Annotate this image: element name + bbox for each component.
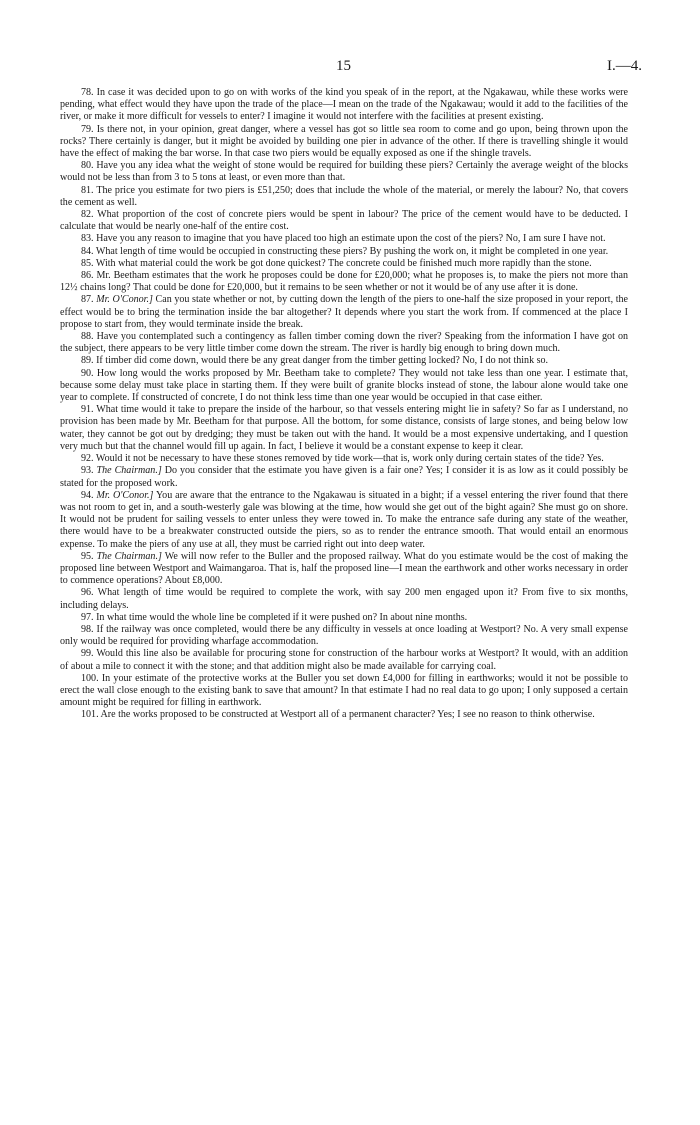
question-number: 95. [81,550,97,562]
speaker-name: Mr. O'Conor.] [96,294,153,306]
question-paragraph [60,209,628,233]
paragraph-text: 91. What time would it take to prepare the inside of the harbour, so that vessels entering might lie in safety? So far as I understand, no provision has been made by Mr. Beetham for that purpose. All the bottom, for some distance, consists of large stones, and being below low water, they cannot be got out by dredging; they must be taken out with the hand. It would be a most expensive undertaking, and I question very much but that the channel would fill up again. In fact, I believe it would be a constant expense to keep it clear. [60,404,628,452]
question-paragraph [60,331,628,355]
page-number: 15 [336,58,351,74]
question-paragraph [60,185,628,209]
paragraph-text: 78. In case it was decided upon to go on with works of the kind you speak of in the report, at the Ngakawau, while these works were pending, what effect would they have upon the trade of the place—I mean on the trade of the Ngakawau; would it add to the facilities of the river, or make it more difficult for vessels to enter? I imagine it would not interfere with the facilities at present existing. [60,87,628,123]
body-text [60,87,628,722]
paragraph-text: 84. What length of time would be occupied in constructing these piers? By pushing the work on, it might be completed in one year. [81,245,609,257]
paragraph-text: 98. If the railway was once completed, would there be any difficulty in vessels at once loading at Westport? No. A very small expense only would be required for providing wharfage accommodation. [60,623,628,648]
question-paragraph [60,404,628,453]
question-paragraph [60,87,628,124]
paragraph-text: 82. What proportion of the cost of concrete piers would be spent in labour? The price of the cement would have to be deducted. I calculate that would be nearly one-half of the entire cost. [60,209,628,233]
question-paragraph [60,465,628,489]
question-paragraph [60,368,628,405]
paragraph-text: 90. How long would the works proposed by Mr. Beetham take to complete? They would not take less than one year. I estimate that, because some delay must take place in starting them. If they were built of granite blocks instead of stone, the labour alone would take one year to complete. If constructed of concrete, I do not think less time than one year would be occupied in that case either. [60,367,628,404]
paragraph-text: 92. Would it not be necessary to have these stones removed by tide work—that is, work only during certain states of the tide? Yes. [81,453,604,465]
question-number: 94. [81,489,97,501]
question-paragraph [60,624,628,648]
paragraph-text: 81. The price you estimate for two piers is £51,250; does that include the whole of the material, or merely the labour? No, that covers the cement as well. [60,184,628,208]
paragraph-text: 85. With what material could the work be got done quickest? The concrete could be finished much more rapidly than the stone. [81,257,592,269]
paragraph-text: 100. In your estimate of the protective works at the Buller you set down £4,000 for filling in earthworks; would it not be possible to erect the wall close enough to the existing bank to save that amount? In that estimate I had no real data to go upon; I only supposed a certain amount might be required for filling in earthwork. [60,672,628,709]
paragraph-text: 88. Have you contemplated such a contingency as fallen timber coming down the river? Speaking from the information I have got on the subject, there appears to be very little timber come down the stream. The river is hardly big enough to bring down much. [60,331,628,355]
question-number: 87. [81,294,97,306]
page-header [0,58,700,78]
document-reference: I.—4. [607,58,642,74]
paragraph-text: You are aware that the entrance to the Ngakawau is situated in a bight; if a vessel entering the river found that there was not room to get in, and a south-westerly gale was blowing at the time, how would she get out of the bight again? She must go on shore. It would not be prudent for sailing vessels to enter unless they were towed in. To make the entrance safe during any state of the weather, there would have to be a breakwater constructed outside the piers, so as to render the entrance smooth. That would entail an enormous expense. To make the piers of any use at all, they must be carried right out into deep water. [60,489,628,550]
speaker-name: Mr. O'Conor.] [96,489,154,501]
question-paragraph [60,709,628,721]
question-paragraph [60,124,628,161]
question-paragraph [60,246,628,258]
question-paragraph [60,551,628,588]
question-paragraph [60,453,628,465]
speaker-name: The Chairman.] [96,550,162,562]
question-paragraph [60,294,628,331]
question-number: 93. [81,465,97,477]
question-paragraph [60,587,628,611]
paragraph-text: 101. Are the works proposed to be constructed at Westport all of a permanent character? Yes; I see no reason to think otherwise. [81,709,595,721]
question-paragraph [60,258,628,270]
question-paragraph [60,648,628,672]
paragraph-text: Can you state whether or not, by cutting down the length of the piers to one-half the size proposed in your report, the effect would be to bring the termination inside the bar altogether? It depends where you start the work from. If commenced at the place I propose to start from, they would terminate inside the break. [60,294,628,330]
paragraph-text: 97. In what time would the whole line be completed if it were pushed on? In about nine months. [81,611,468,623]
paragraph-text: Do you consider that the estimate you have given is a fair one? Yes; I consider it is as low as it could possibly be stated for the proposed work. [60,465,628,489]
paragraph-text: 89. If timber did come down, would there be any great danger from the timber getting locked? No, I do not think so. [81,355,549,367]
question-paragraph [60,355,628,367]
question-paragraph [60,673,628,710]
question-paragraph [60,160,628,184]
paragraph-text: 99. Would this line also be available for procuring stone for construction of the harbour works at Westport? It would, with an addition of about a mile to connect it with the stone; and that addition might also be made available for carrying coal. [60,648,628,672]
paragraph-text: 96. What length of time would be required to complete the work, with say 200 men engaged upon it? From five to six months, including delays. [60,587,628,611]
paragraph-text: 79. Is there not, in your opinion, great danger, where a vessel has got so little sea room to come and go upon, being thrown upon the rocks? There certainly is danger, but it might be avoided by building one pier in advance of the other. If there is travelling shingle it would have the effect of making the bar worse. In that case two piers would be equally exposed as one if the shingle travels. [60,123,628,160]
question-paragraph [60,612,628,624]
speaker-name: The Chairman.] [96,465,162,477]
question-paragraph [60,270,628,294]
question-paragraph [60,490,628,551]
question-paragraph [60,233,628,245]
paragraph-text: 83. Have you any reason to imagine that you have placed too high an estimate upon the cost of the piers? No, I am sure I have not. [81,233,606,245]
paragraph-text: 86. Mr. Beetham estimates that the work he proposes could be done for £20,000; what he proposes is, to make the piers not more than 12½ chains long? That could be done for £20,000, but it remains to be seen whether or not it would be of any use after it is done. [60,270,628,294]
paragraph-text: 80. Have you any idea what the weight of stone would be required for building these piers? Certainly the average weight of the blocks would not be less than from 3 to 5 tons at least, or even more than that. [60,160,628,184]
paragraph-text: We will now refer to the Buller and the proposed railway. What do you estimate would be the cost of making the proposed line between Westport and Waimangaroa. That is, half the proposed line—I mean the earthwork and other works necessary in order to commence operations? About £8,000. [60,550,629,587]
